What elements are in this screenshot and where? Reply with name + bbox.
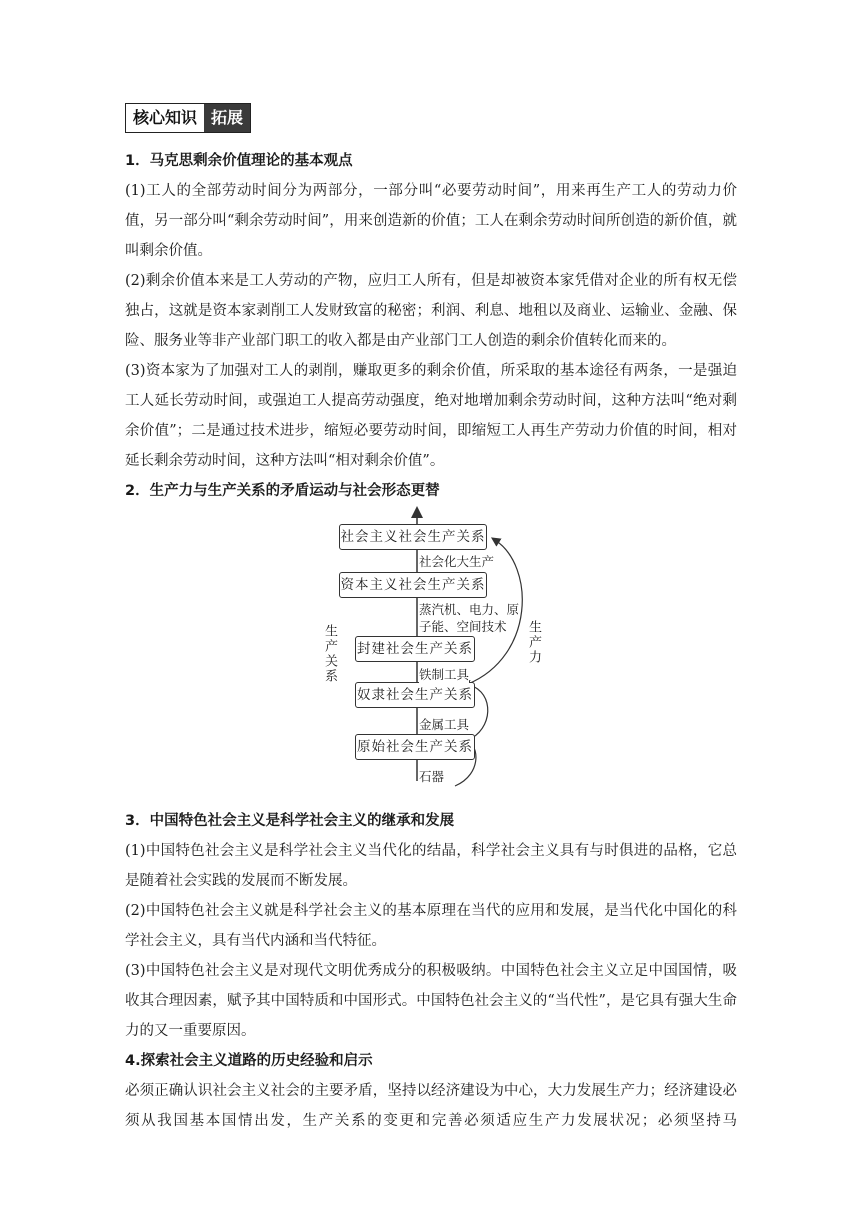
heading-2: 2．生产力与生产关系的矛盾运动与社会形态更替 — [125, 483, 440, 499]
badge-core-knowledge: 核心知识 — [126, 104, 204, 132]
badge-extension: 拓展 — [204, 104, 250, 132]
paragraph-1-2: (2)剩余价值本来是工人劳动的产物，应归工人所有，但是却被资本家凭借对企业的所有权无偿独占，这就是资本家剥削工人发财致富的秘密；利润、利息、地租以及商业、运输业、金融、保险、服务业等非产业部门职工的收入都是由产业部门工人创造的剩余价值转化而来的。 — [125, 273, 737, 349]
box-primitive: 原始社会生产关系 — [355, 734, 475, 760]
label-production-relations: 生产关系 — [322, 624, 337, 684]
box-socialist: 社会主义社会生产关系 — [339, 524, 487, 550]
heading-3: 3．中国特色社会主义是科学社会主义的继承和发展 — [125, 813, 455, 829]
paragraph-3-3: (3)中国特色社会主义是对现代文明优秀成分的积极吸纳。中国特色社会主义立足中国国情，吸收其合理因素，赋予其中国特质和中国形式。中国特色社会主义的“当代性”，是它具有强大生命力的又一重要原因。 — [125, 963, 737, 1039]
label-productive-forces: 生产力 — [526, 620, 541, 665]
box-capitalist: 资本主义社会生产关系 — [339, 572, 487, 598]
label-socialized-production: 社会化大生产 — [419, 554, 495, 569]
label-iron-tools: 铁制工具 — [419, 667, 470, 682]
label-stone-tools: 石器 — [419, 769, 445, 784]
label-steam-electric-line2: 子能、空间技术 — [419, 619, 507, 634]
box-slave: 奴隶社会生产关系 — [355, 682, 475, 708]
paragraph-1-3: (3)资本家为了加强对工人的剥削，赚取更多的剩余价值，所采取的基本途径有两条，一是强迫工人延长劳动时间，或强迫工人提高劳动强度，绝对地增加剩余劳动时间，这种方法叫“绝对剩余价值”；二是通过技术进步，缩短必要劳动时间，即缩短工人再生产劳动力价值的时间，相对延长剩余劳动时间，这种方法叫“相对剩余价值”。 — [125, 363, 737, 469]
social-form-diagram — [125, 506, 737, 806]
paragraph-4-1: 必须正确认识社会主义社会的主要矛盾，坚持以经济建设为中心，大力发展生产力；经济建设必须从我国基本国情出发，生产关系的变更和完善必须适应生产力发展状况；必须坚持马 — [125, 1083, 737, 1129]
box-feudal: 封建社会生产关系 — [355, 636, 475, 662]
label-steam-electric-line1: 蒸汽机、电力、原 — [419, 602, 520, 617]
paragraph-3-2: (2)中国特色社会主义就是科学社会主义的基本原理在当代的应用和发展，是当代化中国化的科学社会主义，具有当代内涵和当代特征。 — [125, 903, 737, 949]
content — [125, 146, 737, 1136]
paragraph-3-1: (1)中国特色社会主义是科学社会主义当代化的结晶，科学社会主义具有与时俱进的品格，它总是随着社会实践的发展而不断发展。 — [125, 843, 737, 889]
heading-1: 1．马克思剩余价值理论的基本观点 — [125, 153, 353, 169]
paragraph-1-1: (1)工人的全部劳动时间分为两部分，一部分叫“必要劳动时间”，用来再生产工人的劳动力价值，另一部分叫“剩余劳动时间”，用来创造新的价值；工人在剩余劳动时间所创造的新价值，就叫剩余价值。 — [125, 183, 737, 259]
section-badge — [125, 103, 251, 133]
label-metal-tools: 金属工具 — [419, 717, 470, 732]
heading-4: 4.探索社会主义道路的历史经验和启示 — [125, 1053, 373, 1069]
